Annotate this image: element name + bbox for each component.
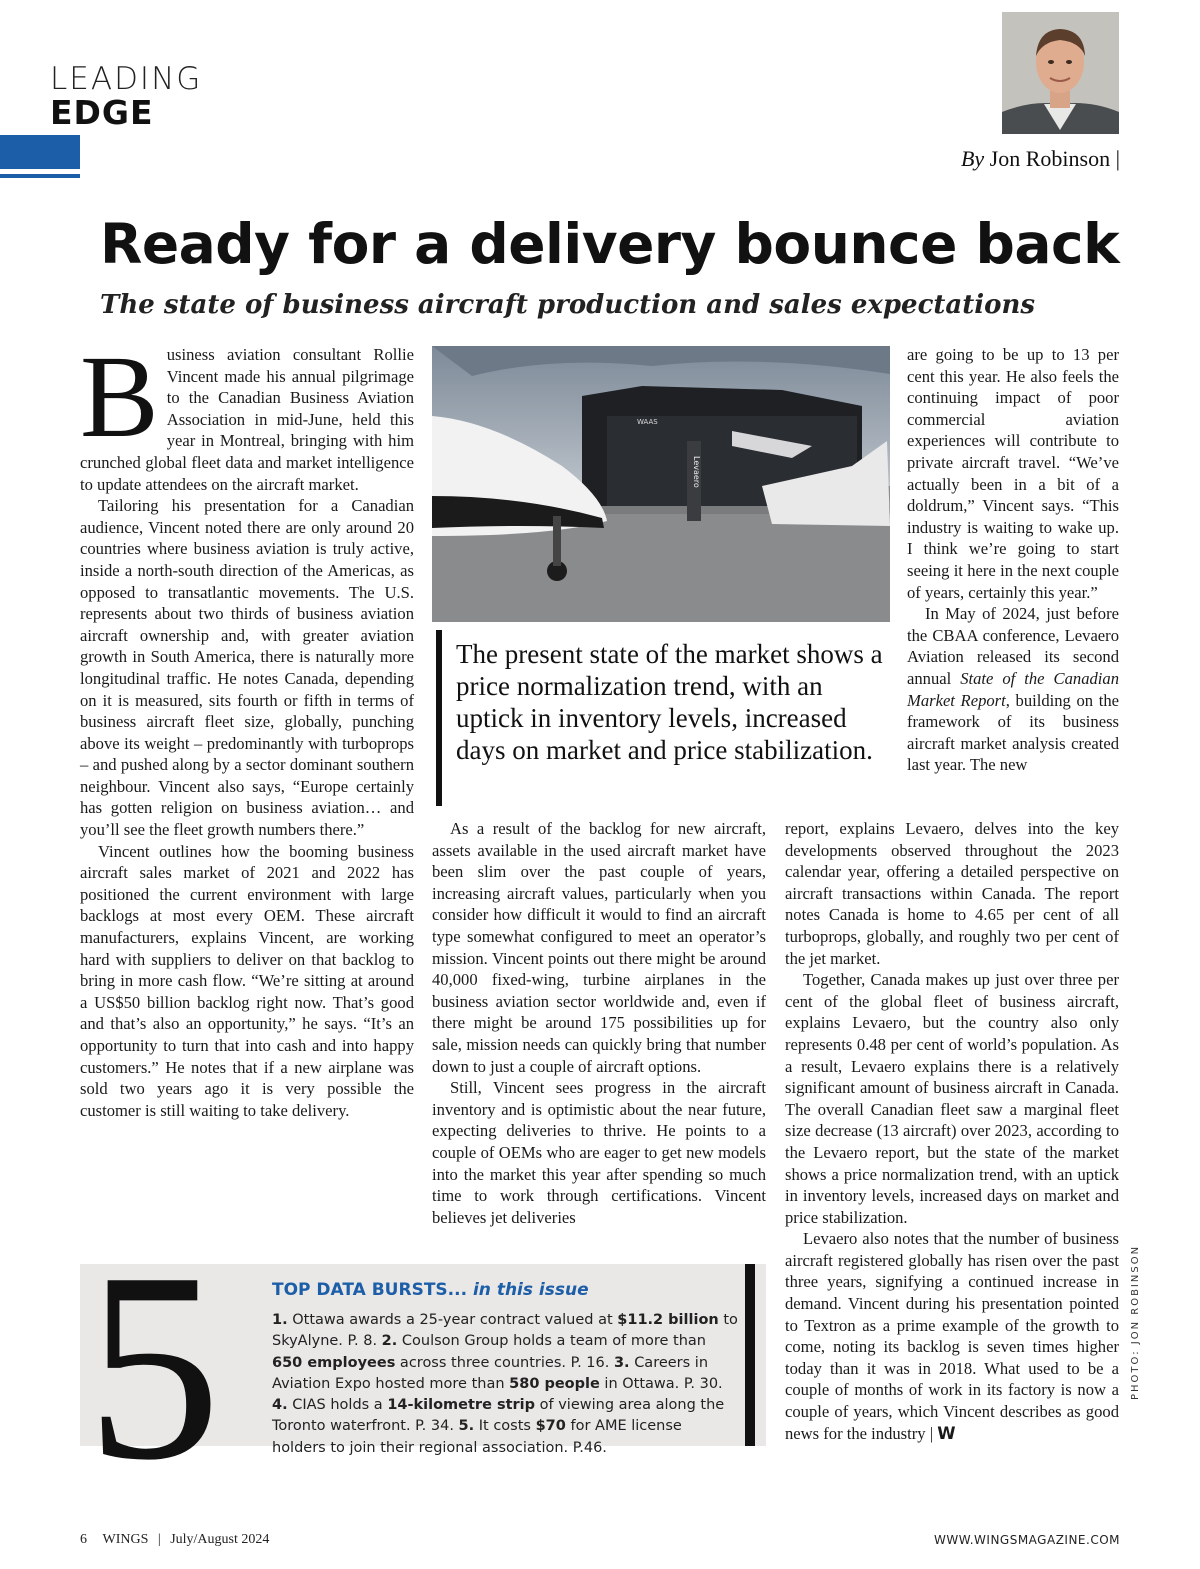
body-paragraph: Together, Canada makes up just over three per cent of the global fleet of business aircraft, explains Levaero, but the country also only represents 0.48 per cent of world’s population. As a result, Levaero explains there is a relatively significant amount of business aircraft in Canada. The overall Canadian fleet saw a marginal fleet size decrease (13 aircraft) over 2023, according to the Levaero report, but the state of the market shows a price normalization trend, with an uptick in inventory levels, increased days on market and price stabilization.	[785, 970, 1119, 1227]
data-burst-text: Coulson Group holds a team of more than	[401, 1333, 706, 1350]
closing-paragraph-text: Levaero also notes that the number of business aircraft registered globally has risen over the past three years, signifying a continued increase in demand. Vincent during his presentation pointed to Textron as a prime example of the growth to come, noting its backlog is seven times higher today than it was in 2018. What used to be a couple of months of work in its factory is now a couple of years, which Vincent describes as good news for the industry |	[785, 1229, 1119, 1443]
article-headline: Ready for a delivery bounce back	[100, 212, 1120, 276]
section-accent-line	[0, 174, 80, 178]
article-column-1	[80, 331, 414, 1121]
data-bursts-numeral: 5	[86, 1217, 221, 1516]
body-paragraph: As a result of the backlog for new aircraft, assets available in the used aircraft market have been slim over the past couple of years, increasing aircraft values, particularly when you consider how difficult it would to find an aircraft type somewhat configured to meet an operator’s mission. Vincent points out there might be around 40,000 fixed-wing, turbine airplanes in the business aviation sector worldwide and, even if there might be around 175 possibilities up for sale, mission needs can quickly bring that number down to just a couple of aircraft options.	[432, 819, 766, 1076]
data-burst-highlight: $11.2 billion	[617, 1312, 719, 1328]
body-paragraph: are going to be up to 13 per cent this year. He also feels the continuing impact of poor commercial aviation experiences will contribute to private aircraft travel. “We’ve actually been in a bit of a doldrum,” Vincent says. “This industry is waiting to wake up. I think we’re going to start seeing it here in the next couple of years, certainly this year.”	[907, 345, 1119, 602]
section-accent-block	[0, 135, 80, 169]
body-paragraph: Still, Vincent sees progress in the aircraft inventory and is optimistic about the near future, expecting deliveries to thrive. He points to a couple of OEMs who are eager to get new models into the market this year after spending so much time to work through certifications. Vincent believes jet deliveries	[432, 1078, 766, 1227]
body-paragraph: Vincent outlines how the booming business aircraft sales market of 2021 and 2022 has positioned the current environment with large backlogs at most every OEM. These aircraft manufacturers, explains Vincent, are working hard with suppliers to deliver on that backlog to bring in more cash flow. “We’re sitting at around a US$50 billion backlog right now. That’s good and that’s also an opportunity,” he says. “It’s an opportunity to turn that into cash and into happy customers.” He notes that if a new airplane was sold two years ago it is very possible the customer is still waiting to take delivery.	[80, 841, 414, 1120]
data-burst-text: to SkyAlyne. P. 8.	[272, 1312, 738, 1350]
data-bursts-title	[272, 1280, 589, 1300]
body-paragraph	[785, 1228, 1119, 1444]
article-column-3-top	[907, 344, 1119, 776]
footer-folio: 6 WINGS | July/August 2024	[80, 1532, 270, 1547]
lead-paragraph-text: usiness aviation consultant Rollie Vincent made his annual pilgrimage to the Canadian Business Aviation Association in mid-June, held this year in Montreal, bringing with him crunched global fleet data and market intelligence to update attendees on the aircraft market.	[80, 345, 414, 494]
report-intro-cont: , building on the framework of its business aircraft market analysis created last year. The new	[907, 690, 1119, 775]
data-bursts-title-italic: in this issue	[472, 1280, 589, 1300]
data-bursts-title-main: TOP DATA BURSTS...	[272, 1280, 468, 1300]
data-burst-text: Ottawa awards a 25-year contract valued at	[292, 1312, 618, 1328]
article-photo-hangar	[432, 346, 890, 622]
data-burst-highlight: 14-kilometre strip	[387, 1397, 536, 1414]
data-burst-number: 4.	[272, 1397, 288, 1414]
hangar-sign: WAAS	[637, 418, 658, 426]
data-burst-highlight: 580 people	[509, 1375, 600, 1392]
data-burst-text: It costs	[478, 1418, 536, 1435]
data-burst-highlight: $70	[535, 1418, 566, 1435]
report-intro-text: In May of 2024, just before the CBAA conference, Levaero Aviation released its second annual	[907, 604, 1119, 688]
data-burst-number: 2.	[381, 1333, 398, 1350]
byline-divider: |	[1115, 146, 1120, 171]
data-burst-number: 3.	[613, 1354, 630, 1371]
body-paragraph: Tailoring his presentation for a Canadian audience, Vincent noted there are only around 20 countries where business aviation is truly active, inside a north-south direction of the Americas, as opposed to transatlantic movements. The U.S. represents about two thirds of business aviation aircraft ownership and, with greater aviation growth in South America, there is naturally more longitudinal traffic. He notes Canada, depending on it is measured, sits fourth or fifth in terms of business aircraft fleet size, globally, punching above its weight – predominantly with turboprops – and pushed along by a sector dominant southern neighbour. Vincent also says, “Europe certainly has gotten religion on business aviation… and you’ll see the fleet growth numbers there.”	[80, 496, 414, 840]
section-label-edge: EDGE	[50, 93, 154, 132]
pull-quote-text: The present state of the market shows a price normalization trend, with an uptick in inventory levels, increased days on market and price stabilization.	[456, 639, 883, 765]
data-burst-text: CIAS holds a	[292, 1397, 388, 1414]
data-burst-highlight: 650 employees	[272, 1354, 396, 1371]
data-burst-text: for AME license holders to join their regional association. P.46.	[272, 1418, 682, 1456]
page-number: 6	[80, 1532, 87, 1547]
section-label-leading: LEADING	[50, 61, 203, 97]
byline	[961, 146, 1120, 172]
data-burst-text: Careers in Aviation Expo hosted more than	[272, 1354, 709, 1392]
byline-prefix: By	[960, 146, 985, 171]
data-bursts-rule	[745, 1264, 755, 1446]
author-headshot	[1002, 12, 1119, 134]
data-burst-text: in Ottawa. P. 30.	[599, 1375, 723, 1392]
report-title: State of the Canadian Market Report	[907, 668, 1119, 710]
lead-paragraph	[80, 331, 414, 495]
article-deck: The state of business aircraft production and sales expectations	[100, 290, 1036, 320]
body-paragraph: report, explains Levaero, delves into the key developments observed throughout the 2023 calendar year, offering a detailed perspective on aircraft transactions within Canada. The report notes Canada is home to 4.65 per cent of all turboprops, globally, and roughly two per cent of the jet market.	[785, 819, 1119, 968]
data-burst-text: across three countries. P. 16.	[395, 1354, 610, 1371]
footer-website[interactable]: WWW.WINGSMAGAZINE.COM	[934, 1533, 1120, 1547]
drop-cap: B	[80, 331, 159, 462]
pull-quote-rule	[436, 630, 442, 806]
article-column-2	[432, 818, 766, 1228]
data-burst-text: of viewing area along the Toronto waterfront. P. 34.	[272, 1397, 725, 1435]
data-burst-number: 5.	[458, 1418, 475, 1435]
article-column-3-bottom	[785, 818, 1119, 1444]
body-paragraph	[907, 603, 1119, 776]
data-bursts-list	[272, 1310, 738, 1459]
banner-text: Levaero	[692, 456, 701, 488]
pull-quote	[436, 630, 896, 806]
data-burst-number: 1.	[272, 1312, 288, 1328]
magazine-name: WINGS	[102, 1532, 149, 1547]
data-bursts-box	[80, 1217, 766, 1516]
photo-credit: PHOTO: JON ROBINSON	[1130, 1244, 1141, 1400]
byline-author: Jon Robinson	[989, 146, 1111, 171]
issue-date: July/August 2024	[170, 1532, 270, 1547]
end-mark: W	[937, 1423, 956, 1443]
